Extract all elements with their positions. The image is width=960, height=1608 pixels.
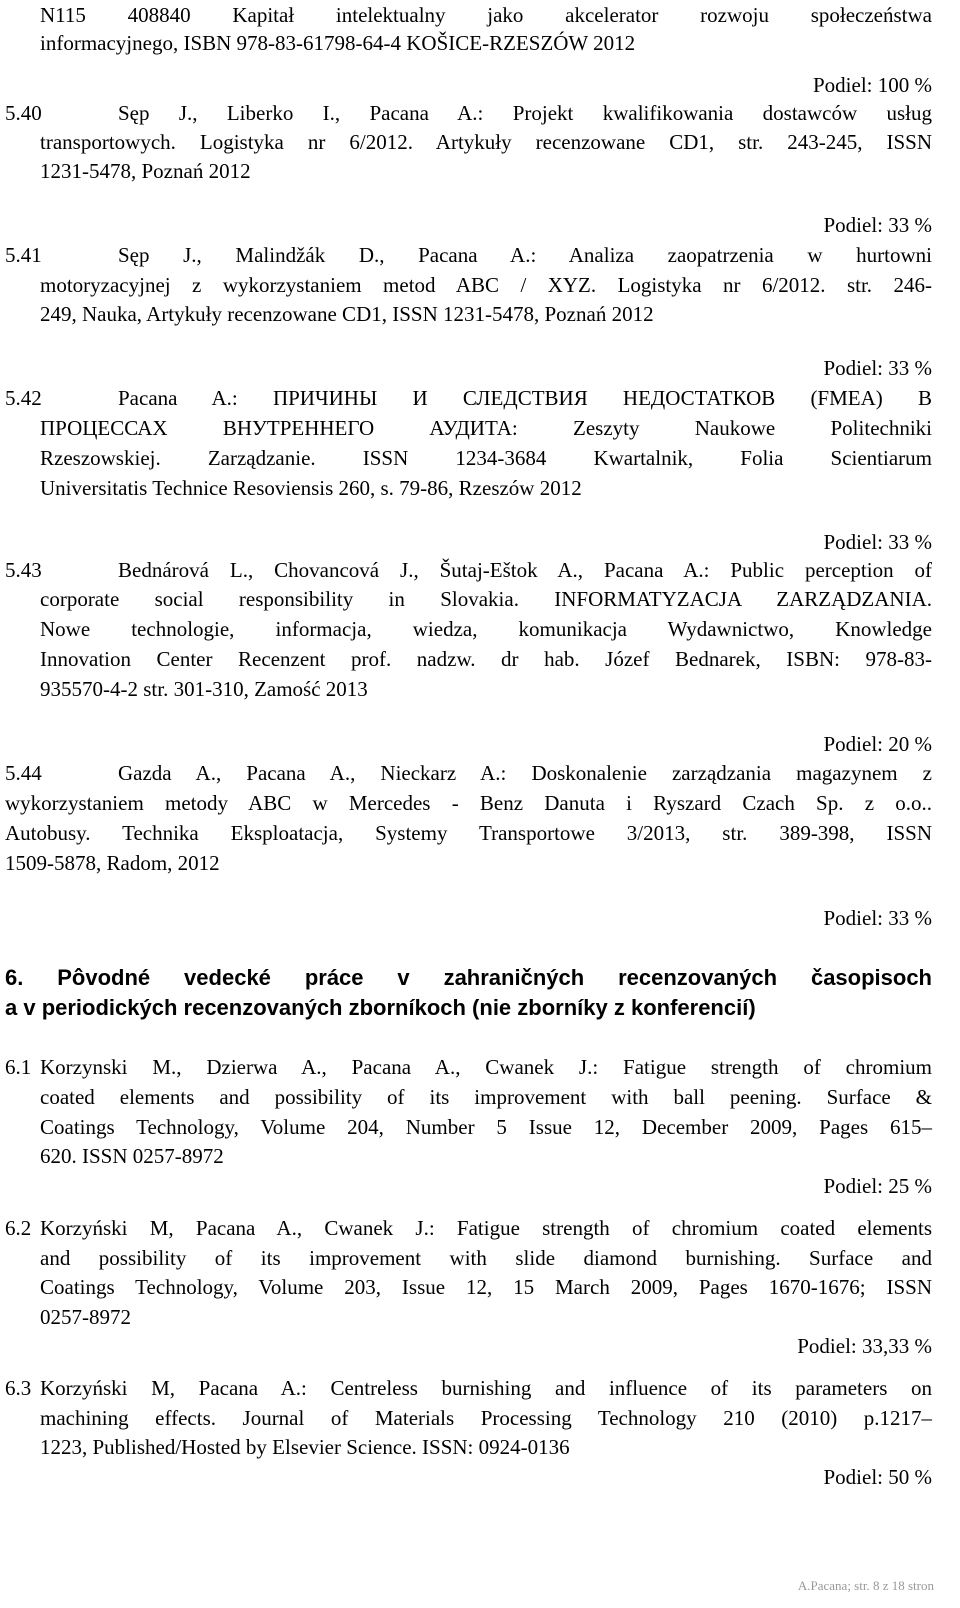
entry-number: 5.42	[5, 386, 42, 410]
entry-line: and possibility of its improvement with slide diamond burnishing. Surface and	[40, 1246, 932, 1270]
entry-line: coated elements and possibility of its improvement with ball peening. Surface &	[40, 1085, 932, 1109]
entry-share: Podiel: 50 %	[823, 1465, 932, 1489]
entry-line: Universitatis Technice Resoviensis 260, s. 79-86, Rzeszów 2012	[40, 476, 582, 500]
entry-line: Coatings Technology, Volume 204, Number 5 Issue 12, December 2009, Pages 615–	[40, 1115, 932, 1139]
entry-line: Autobusy. Technika Eksploatacja, Systemy Transportowe 3/2013, str. 389-398, ISSN	[5, 821, 932, 845]
entry-line: wykorzystaniem metody ABC w Mercedes - Benz Danuta i Ryszard Czach Sp. z o.o..	[5, 791, 932, 815]
entry-share: Podiel: 33 %	[823, 213, 932, 237]
entry-number: 6.3	[5, 1376, 32, 1400]
entry-authors: Gazda A., Pacana A., Nieckarz A.	[118, 761, 501, 785]
entry-first-line	[118, 555, 932, 585]
section-heading-line-1: 6. Pôvodné vedecké práce v zahraničných recenzovaných časopisoch	[5, 965, 932, 990]
entry-first-line	[118, 98, 932, 128]
entry-line: 249, Nauka, Artykuły recenzowane CD1, ISSN 1231-5478, Poznań 2012	[40, 302, 654, 326]
entry-number: 6.2	[5, 1216, 32, 1240]
top-entry-line-2: informacyjnego, ISBN 978-83-61798-64-4 KOŠICE-RZESZÓW 2012	[40, 31, 636, 55]
entry-line: Coatings Technology, Volume 203, Issue 12, 15 March 2009, Pages 1670-1676; ISSN	[40, 1275, 932, 1299]
entry-line: 1231-5478, Poznań 2012	[40, 159, 251, 183]
entry-number: 5.43	[5, 558, 42, 582]
entry-share: Podiel: 33,33 %	[797, 1334, 932, 1358]
entry-title-start: : Analiza zaopatrzenia w hurtowni	[530, 243, 932, 267]
entry-line: transportowych. Logistyka nr 6/2012. Artykuły recenzowane CD1, str. 243-245, ISSN	[40, 130, 932, 154]
entry-line: ПРОЦЕССАХ ВНУТРЕННЕГО АУДИТА: Zeszyty Naukowe Politechniki	[40, 416, 932, 440]
entry-number: 5.44	[5, 761, 42, 785]
entry-share: Podiel: 33 %	[823, 530, 932, 554]
entry-share: Podiel: 20 %	[823, 732, 932, 756]
entry-title-start: : Public perception of	[703, 558, 932, 582]
entry-line: 1223, Published/Hosted by Elsevier Science. ISSN: 0924-0136	[40, 1435, 570, 1459]
entry-line: 1509-5878, Radom, 2012	[5, 851, 220, 875]
entry-title-start: : Doskonalenie zarządzania magazynem z	[500, 761, 932, 785]
entry-number: 5.40	[5, 101, 42, 125]
entry-title-start: : ПРИЧИНЫ И СЛЕДСТВИЯ НЕДОСТАТКОВ (FMEA) В	[231, 386, 932, 410]
entry-share: Podiel: 33 %	[823, 906, 932, 930]
entry-line: Korzyński M, Pacana A., Cwanek J.: Fatigue strength of chromium coated elements	[40, 1216, 932, 1240]
entry-first-line	[118, 758, 932, 788]
top-entry-share: Podiel: 100 %	[813, 73, 932, 97]
entry-line: Nowe technologie, informacja, wiedza, komunikacja Wydawnictwo, Knowledge	[40, 617, 932, 641]
top-entry-line-1: N115 408840 Kapitał intelektualny jako akcelerator rozwoju społeczeństwa	[40, 3, 932, 27]
entry-line: 620. ISSN 0257-8972	[40, 1144, 224, 1168]
entry-number: 6.1	[5, 1055, 32, 1079]
entry-authors: Sęp J., Liberko I., Pacana A.	[118, 101, 478, 125]
entry-line: motoryzacyjnej z wykorzystaniem metod ABC / XYZ. Logistyka nr 6/2012. str. 246-	[40, 273, 932, 297]
page-footer: A.Pacana; str. 8 z 18 stron	[797, 1578, 934, 1593]
entry-authors: Sęp J., Malindžák D., Pacana A.	[118, 243, 531, 267]
entry-number: 5.41	[5, 243, 42, 267]
section-heading-line-2: a v periodických recenzovaných zborníkoch (nie zborníky z konferencií)	[5, 995, 756, 1020]
entry-line: machining effects. Journal of Materials Processing Technology 210 (2010) p.1217–	[40, 1406, 932, 1430]
entry-first-line	[118, 240, 932, 270]
entry-authors: Pacana A.	[118, 386, 232, 410]
entry-share: Podiel: 25 %	[823, 1174, 932, 1198]
entry-authors: Bednárová L., Chovancová J., Šutaj-Eštok A., Pacana A.	[118, 558, 704, 582]
entry-line: 0257-8972	[40, 1305, 131, 1329]
entry-line: Korzynski M., Dzierwa A., Pacana A., Cwanek J.: Fatigue strength of chromium	[40, 1055, 932, 1079]
entry-line: 935570-4-2 str. 301-310, Zamość 2013	[40, 677, 368, 701]
entry-line: Rzeszowskiej. Zarządzanie. ISSN 1234-3684 Kwartalnik, Folia Scientiarum	[40, 446, 932, 470]
entry-line: Innovation Center Recenzent prof. nadzw. dr hab. Józef Bednarek, ISBN: 978-83-	[40, 647, 932, 671]
entry-first-line	[118, 383, 932, 413]
entry-line: Korzyński M, Pacana A.: Centreless burnishing and influence of its parameters on	[40, 1376, 932, 1400]
entry-title-start: : Projekt kwalifikowania dostawców usług	[477, 101, 932, 125]
entry-share: Podiel: 33 %	[823, 356, 932, 380]
entry-line: corporate social responsibility in Slovakia. INFORMATYZACJA ZARZĄDZANIA.	[40, 587, 932, 611]
